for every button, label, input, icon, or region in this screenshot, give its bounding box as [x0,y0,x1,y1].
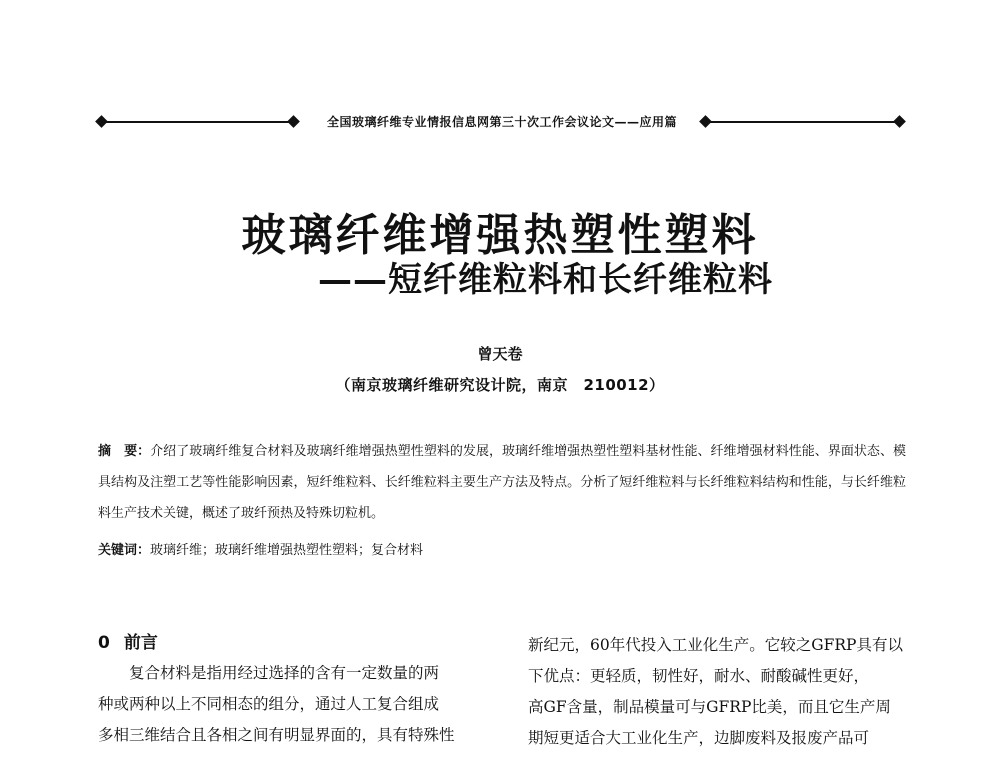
body-line: 高GF含量，制品模量可与GFRP比美，而且它生产周 [528,698,891,716]
running-header [95,112,907,132]
body-line: 新纪元，60年代投入工业化生产。它较之GFRP具有以 [528,636,903,654]
section-number: 0 [98,633,110,653]
diamond-ornament-icon [287,115,300,128]
paper-subtitle: ——短纤维粒料和长纤维粒料 [318,260,773,300]
abstract-text: 介绍了玻璃纤维复合材料及玻璃纤维增强热塑性塑料的发展，玻璃纤维增强热塑性塑料基材性能、纤维增强材料性能、界面状态、模具结构及注塑工艺等性能影响因素，短纤维粒料、长纤维粒料主要生产方法及特点。分析了短纤维粒料与长纤维粒料结构和性能，与长纤维粒料生产技术关键，概述了玻纤预热及特殊切粒机。 [98,444,906,521]
header-rule-line [709,121,899,123]
abstract-label: 摘 要： [98,444,151,459]
author-affiliation: （南京玻璃纤维研究设计院，南京 210012） [335,376,665,394]
body-line: 下优点：更轻质，韧性好，耐水、耐酸碱性更好， [528,667,870,685]
body-column-left [98,628,498,751]
author-name: 曾天卷 [477,345,523,363]
body-line: 多相三维结合且各相之间有明显界面的，具有特殊性 [98,726,455,744]
keywords-text: 玻璃纤维；玻璃纤维增强热塑性塑料；复合材料 [150,543,424,558]
keywords-label: 关键词： [98,543,151,558]
body-line: 种或两种以上不同相态的组分，通过人工复合组成 [98,695,440,713]
header-rule-line [103,121,293,123]
body-line: 期短更适合大工业化生产，边脚废料及报废产品可 [528,729,870,747]
body-column-right [528,630,908,754]
paper-title: 玻璃纤维增强热塑性塑料 [241,210,759,261]
running-title: 全国玻璃纤维专业情报信息网第三十次工作会议论文——应用篇 [326,115,677,129]
section-heading [98,628,498,658]
body-line: 复合材料是指用经过选择的含有一定数量的两 [129,664,440,682]
diamond-ornament-icon [893,115,906,128]
section-title: 前言 [123,633,158,653]
abstract [98,436,906,529]
keywords [98,538,906,564]
